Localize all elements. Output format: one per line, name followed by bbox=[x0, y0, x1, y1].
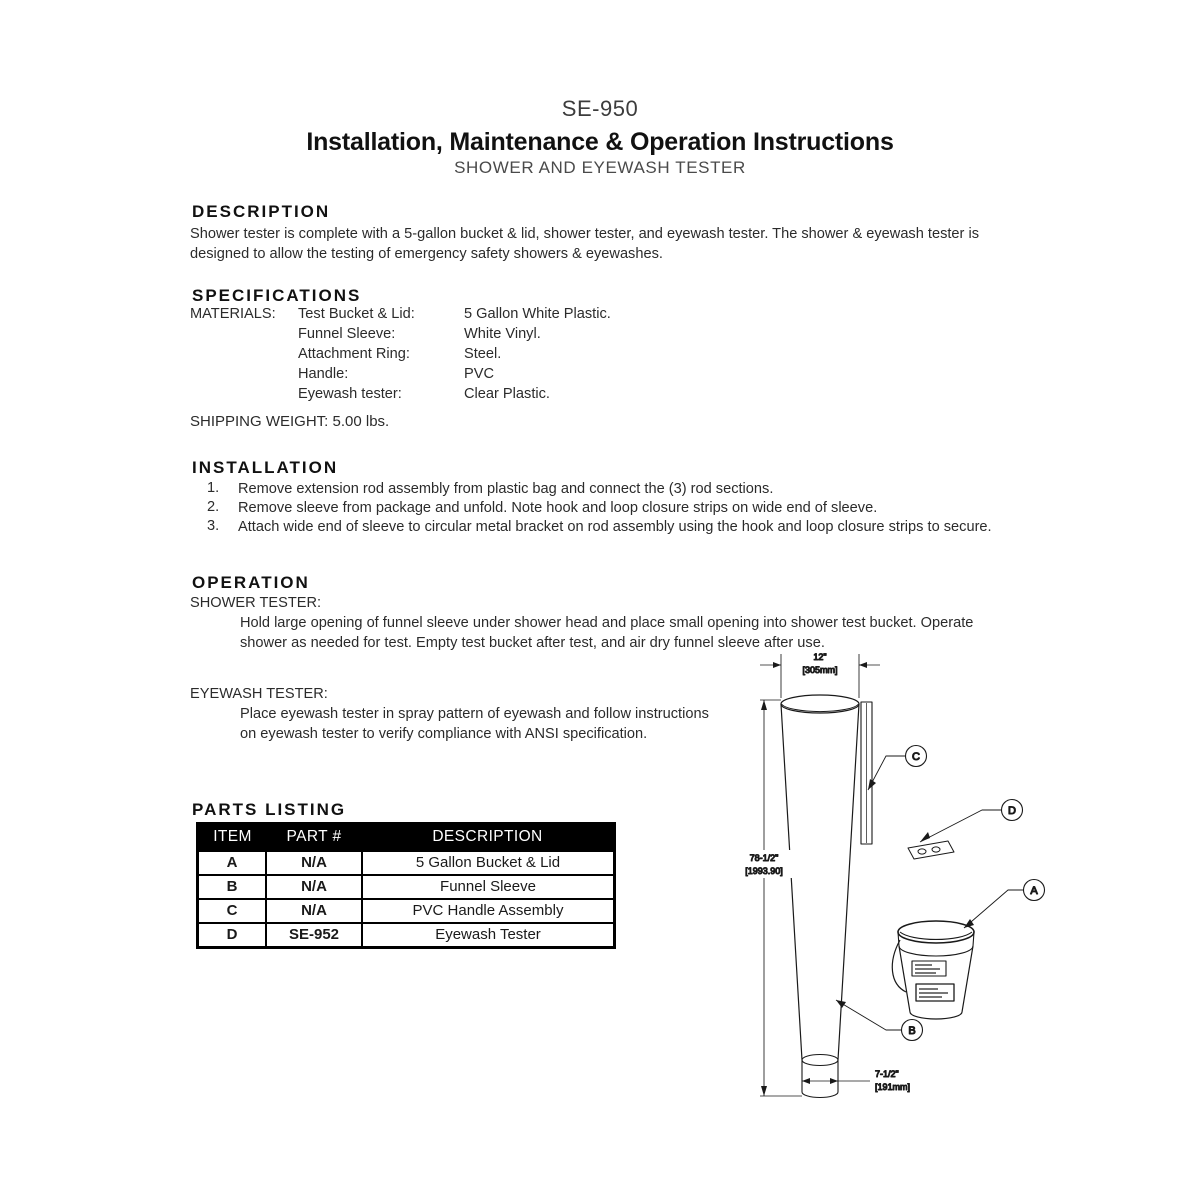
cell-part-2: N/A bbox=[266, 899, 362, 923]
dim-arrow-left bbox=[773, 662, 781, 668]
dimension-overall-height bbox=[760, 700, 802, 1096]
cell-item-3: D bbox=[198, 923, 267, 948]
shipping-weight: SHIPPING WEIGHT: 5.00 lbs. bbox=[190, 413, 390, 430]
callout-label-a: A bbox=[1030, 885, 1038, 897]
funnel-top-opening bbox=[781, 695, 859, 713]
parts-listing-table bbox=[196, 822, 616, 949]
callout-label-d: D bbox=[1008, 805, 1016, 817]
spec-value-3: PVC bbox=[464, 366, 495, 382]
dimension-bottom-inches: 7-1/2" bbox=[875, 1069, 899, 1079]
column-header-description: DESCRIPTION bbox=[362, 824, 615, 852]
installation-step-text-0: Remove extension rod assembly from plastic bag and connect the (3) rod sections. bbox=[238, 481, 774, 497]
cell-description-3: Eyewash Tester bbox=[362, 923, 615, 948]
operation-eyewash-label: EYEWASH TESTER: bbox=[190, 686, 328, 702]
spec-name-3: Handle: bbox=[298, 366, 349, 382]
installation-step-number-2: 3. bbox=[207, 518, 220, 534]
table-row bbox=[198, 899, 615, 923]
document-subtitle: SHOWER AND EYEWASH TESTER bbox=[454, 158, 746, 177]
section-heading-description: DESCRIPTION bbox=[192, 202, 331, 221]
installation-step-text-1: Remove sleeve from package and unfold. Note hook and loop closure strips on wide end of sleeve. bbox=[238, 500, 878, 516]
pvc-handle-rod bbox=[861, 702, 872, 844]
spec-value-1: White Vinyl. bbox=[464, 326, 541, 342]
column-header-part: PART # bbox=[266, 824, 362, 852]
dim-arrow-bottom-left bbox=[802, 1078, 810, 1084]
cell-item-2: C bbox=[198, 899, 267, 923]
operation-eyewash-body: Place eyewash tester in spray pattern of eyewash and follow instructions on eyewash tester to verify compliance with ANSI specification. bbox=[240, 706, 709, 742]
table-row bbox=[198, 875, 615, 899]
cell-part-3: SE-952 bbox=[266, 923, 362, 948]
document-model-number: SE-950 bbox=[561, 96, 639, 121]
table-header-row bbox=[198, 824, 615, 852]
cell-description-0: 5 Gallon Bucket & Lid bbox=[362, 851, 615, 875]
section-heading-parts-listing: PARTS LISTING bbox=[192, 800, 347, 819]
dimension-top-mm: [305mm] bbox=[802, 665, 838, 675]
spec-name-0: Test Bucket & Lid: bbox=[298, 306, 415, 322]
dim-arrow-up bbox=[761, 700, 767, 710]
installation-step-text-2: Attach wide end of sleeve to circular metal bracket on rod assembly using the hook and loop closure strips to secure. bbox=[238, 519, 992, 535]
spec-value-2: Steel. bbox=[464, 346, 502, 362]
installation-step-number-1: 2. bbox=[207, 499, 220, 515]
spec-name-1: Funnel Sleeve: bbox=[298, 326, 396, 342]
spec-name-2: Attachment Ring: bbox=[298, 346, 410, 362]
dim-arrow-down bbox=[761, 1086, 767, 1096]
section-heading-operation: OPERATION bbox=[192, 573, 310, 592]
spec-name-4: Eyewash tester: bbox=[298, 386, 402, 402]
cell-description-1: Funnel Sleeve bbox=[362, 875, 615, 899]
materials-label: MATERIALS: bbox=[190, 306, 276, 322]
spec-value-0: 5 Gallon White Plastic. bbox=[464, 306, 611, 322]
section-heading-specifications: SPECIFICATIONS bbox=[192, 286, 362, 305]
description-body: Shower tester is complete with a 5-gallon bucket & lid, shower tester, and eyewash tester. The shower & eyewash tester is designed to allow the testing of emergency safety showers & eyewashes. bbox=[190, 226, 979, 262]
operation-shower-body: Hold large opening of funnel sleeve under shower head and place small opening into shower test bucket. Operate shower as needed for test. Empty test bucket after test, and air dry funnel sleeve after use. bbox=[240, 615, 974, 651]
cell-part-1: N/A bbox=[266, 875, 362, 899]
page-title: Installation, Maintenance & Operation Instructions bbox=[306, 128, 894, 156]
callout-leader-d bbox=[920, 810, 1002, 842]
dimension-height-mm: [1993.90] bbox=[745, 866, 783, 876]
callout-label-b: B bbox=[908, 1025, 916, 1037]
dim-arrow-right bbox=[859, 662, 867, 668]
table-row bbox=[198, 851, 615, 875]
dimension-bottom-width bbox=[802, 1076, 870, 1092]
technical-drawing bbox=[720, 640, 1200, 1140]
callout-leader-a bbox=[964, 890, 1024, 928]
column-header-item: ITEM bbox=[198, 824, 267, 852]
dimension-bottom-mm: [191mm] bbox=[875, 1082, 911, 1092]
cell-item-0: A bbox=[198, 851, 267, 875]
bucket-illustration bbox=[892, 921, 974, 1019]
eyewash-tester-part bbox=[908, 841, 954, 859]
cell-item-1: B bbox=[198, 875, 267, 899]
dim-arrow-bottom-right bbox=[830, 1078, 838, 1084]
spec-value-4: Clear Plastic. bbox=[464, 386, 550, 402]
cell-description-2: PVC Handle Assembly bbox=[362, 899, 615, 923]
section-heading-installation: INSTALLATION bbox=[192, 458, 339, 477]
dimension-height-inches: 78-1/2" bbox=[749, 853, 779, 863]
operation-shower-label: SHOWER TESTER: bbox=[190, 595, 322, 611]
dimension-top-inches: 12" bbox=[813, 652, 827, 662]
callout-leader-b bbox=[836, 1000, 902, 1030]
callout-label-c: C bbox=[912, 751, 920, 763]
cell-part-0: N/A bbox=[266, 851, 362, 875]
table-row bbox=[198, 923, 615, 948]
installation-step-number-0: 1. bbox=[207, 480, 220, 496]
